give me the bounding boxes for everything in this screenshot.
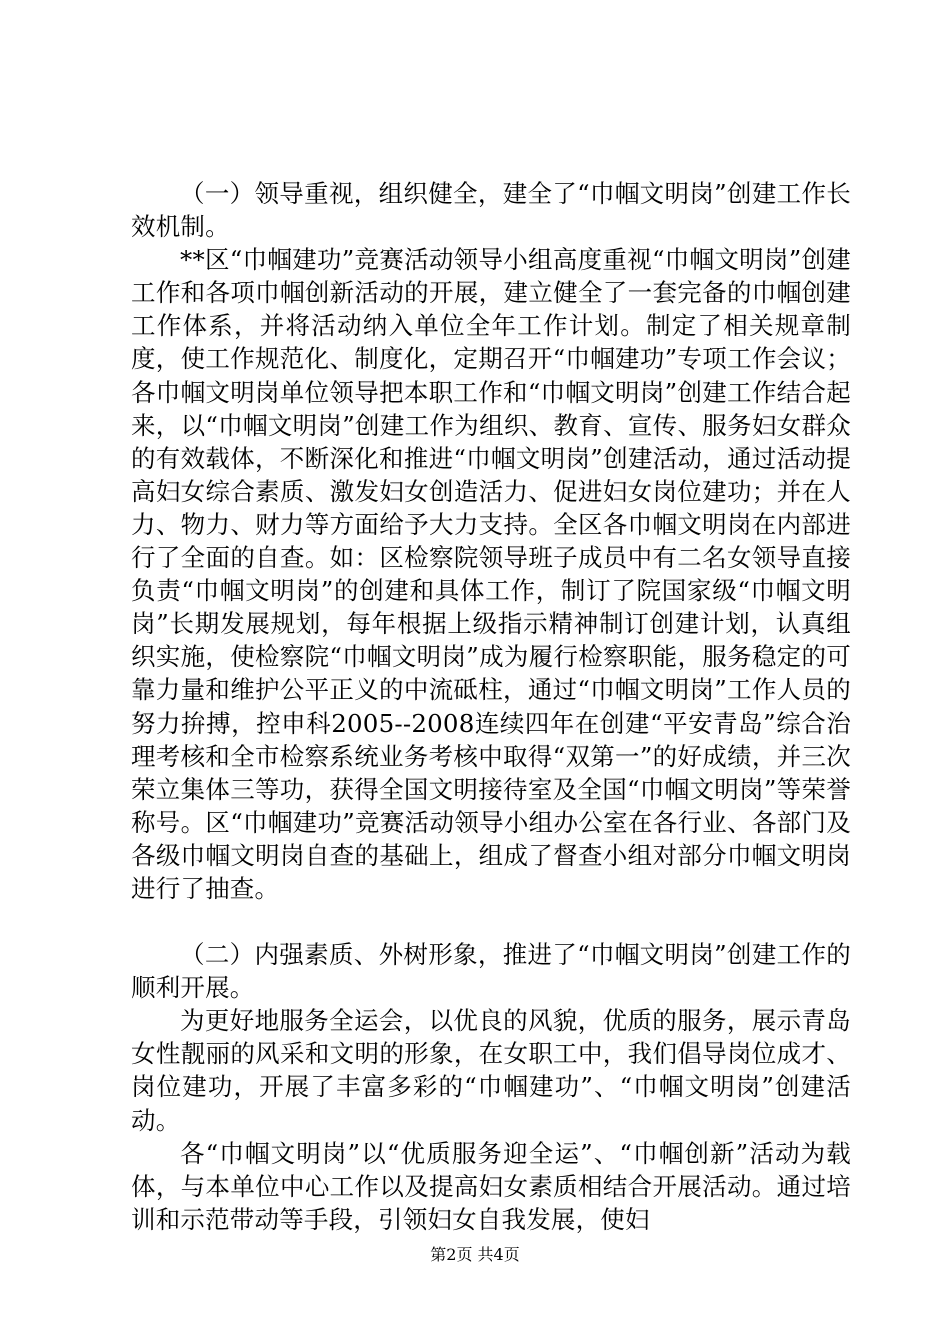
paragraph-spacer [131,905,851,938]
body-paragraph-2: 为更好地服务全运会，以优良的风貌，优质的服务，展示青岛女性靓丽的风采和文明的形象，在女职工中，我们倡导岗位成才、岗位建功，开展了丰富多彩的“巾帼建功”、“巾帼文明岗”创建活动。 [131,1006,851,1135]
document-body [131,177,851,1236]
page-number-footer: 第2页 共4页 [430,1245,520,1264]
section-heading-2: （二）内强素质、外树形象，推进了“巾帼文明岗”创建工作的顺利开展。 [131,940,851,1003]
body-paragraph-3: 各“巾帼文明岗”以“优质服务迎全运”、“巾帼创新”活动为载体，与本单位中心工作以及提高妇女素质相结合开展活动。通过培训和示范带动等手段，引领妇女自我发展，使妇 [131,1138,851,1234]
section-heading-1: （一）领导重视，组织健全，建全了“巾帼文明岗”创建工作长效机制。 [131,179,851,242]
body-paragraph-1: **区“巾帼建功”竞赛活动领导小组高度重视“巾帼文明岗”创建工作和各项巾帼创新活动的开展，建立健全了一套完备的巾帼创建工作体系，并将活动纳入单位全年工作计划。制定了相关规章制度，使工作规范化、制度化，定期召开“巾帼建功”专项工作会议；各巾帼文明岗单位领导把本职工作和“巾帼文明岗”创建工作结合起来，以“巾帼文明岗”创建工作为组织、教育、宣传、服务妇女群众的有效载体，不断深化和推进“巾帼文明岗”创建活动，通过活动提高妇女综合素质、激发妇女创造活力、促进妇女岗位建功；并在人力、物力、财力等方面给予大力支持。全区各巾帼文明岗在内部进行了全面的自查。如：区检察院领导班子成员中有二名女领导直接负责“巾帼文明岗”的创建和具体工作，制订了院国家级“巾帼文明岗”长期发展规划，每年根据上级指示精神制订创建计划，认真组织实施，使检察院“巾帼文明岗”成为履行检察职能，服务稳定的可靠力量和维护公平正义的中流砥柱，通过“巾帼文明岗”工作人员的努力拚搏，控申科2005--2008连续四年在创建“平安青岛”综合治理考核和全市检察系统业务考核中取得“双第一”的好成绩，并三次荣立集体三等功，获得全国文明接待室及全国“巾帼文明岗”等荣誉称号。区“巾帼建功”竞赛活动领导小组办公室在各行业、各部门及各级巾帼文明岗自查的基础上，组成了督查小组对部分巾帼文明岗进行了抽查。 [131,245,851,903]
